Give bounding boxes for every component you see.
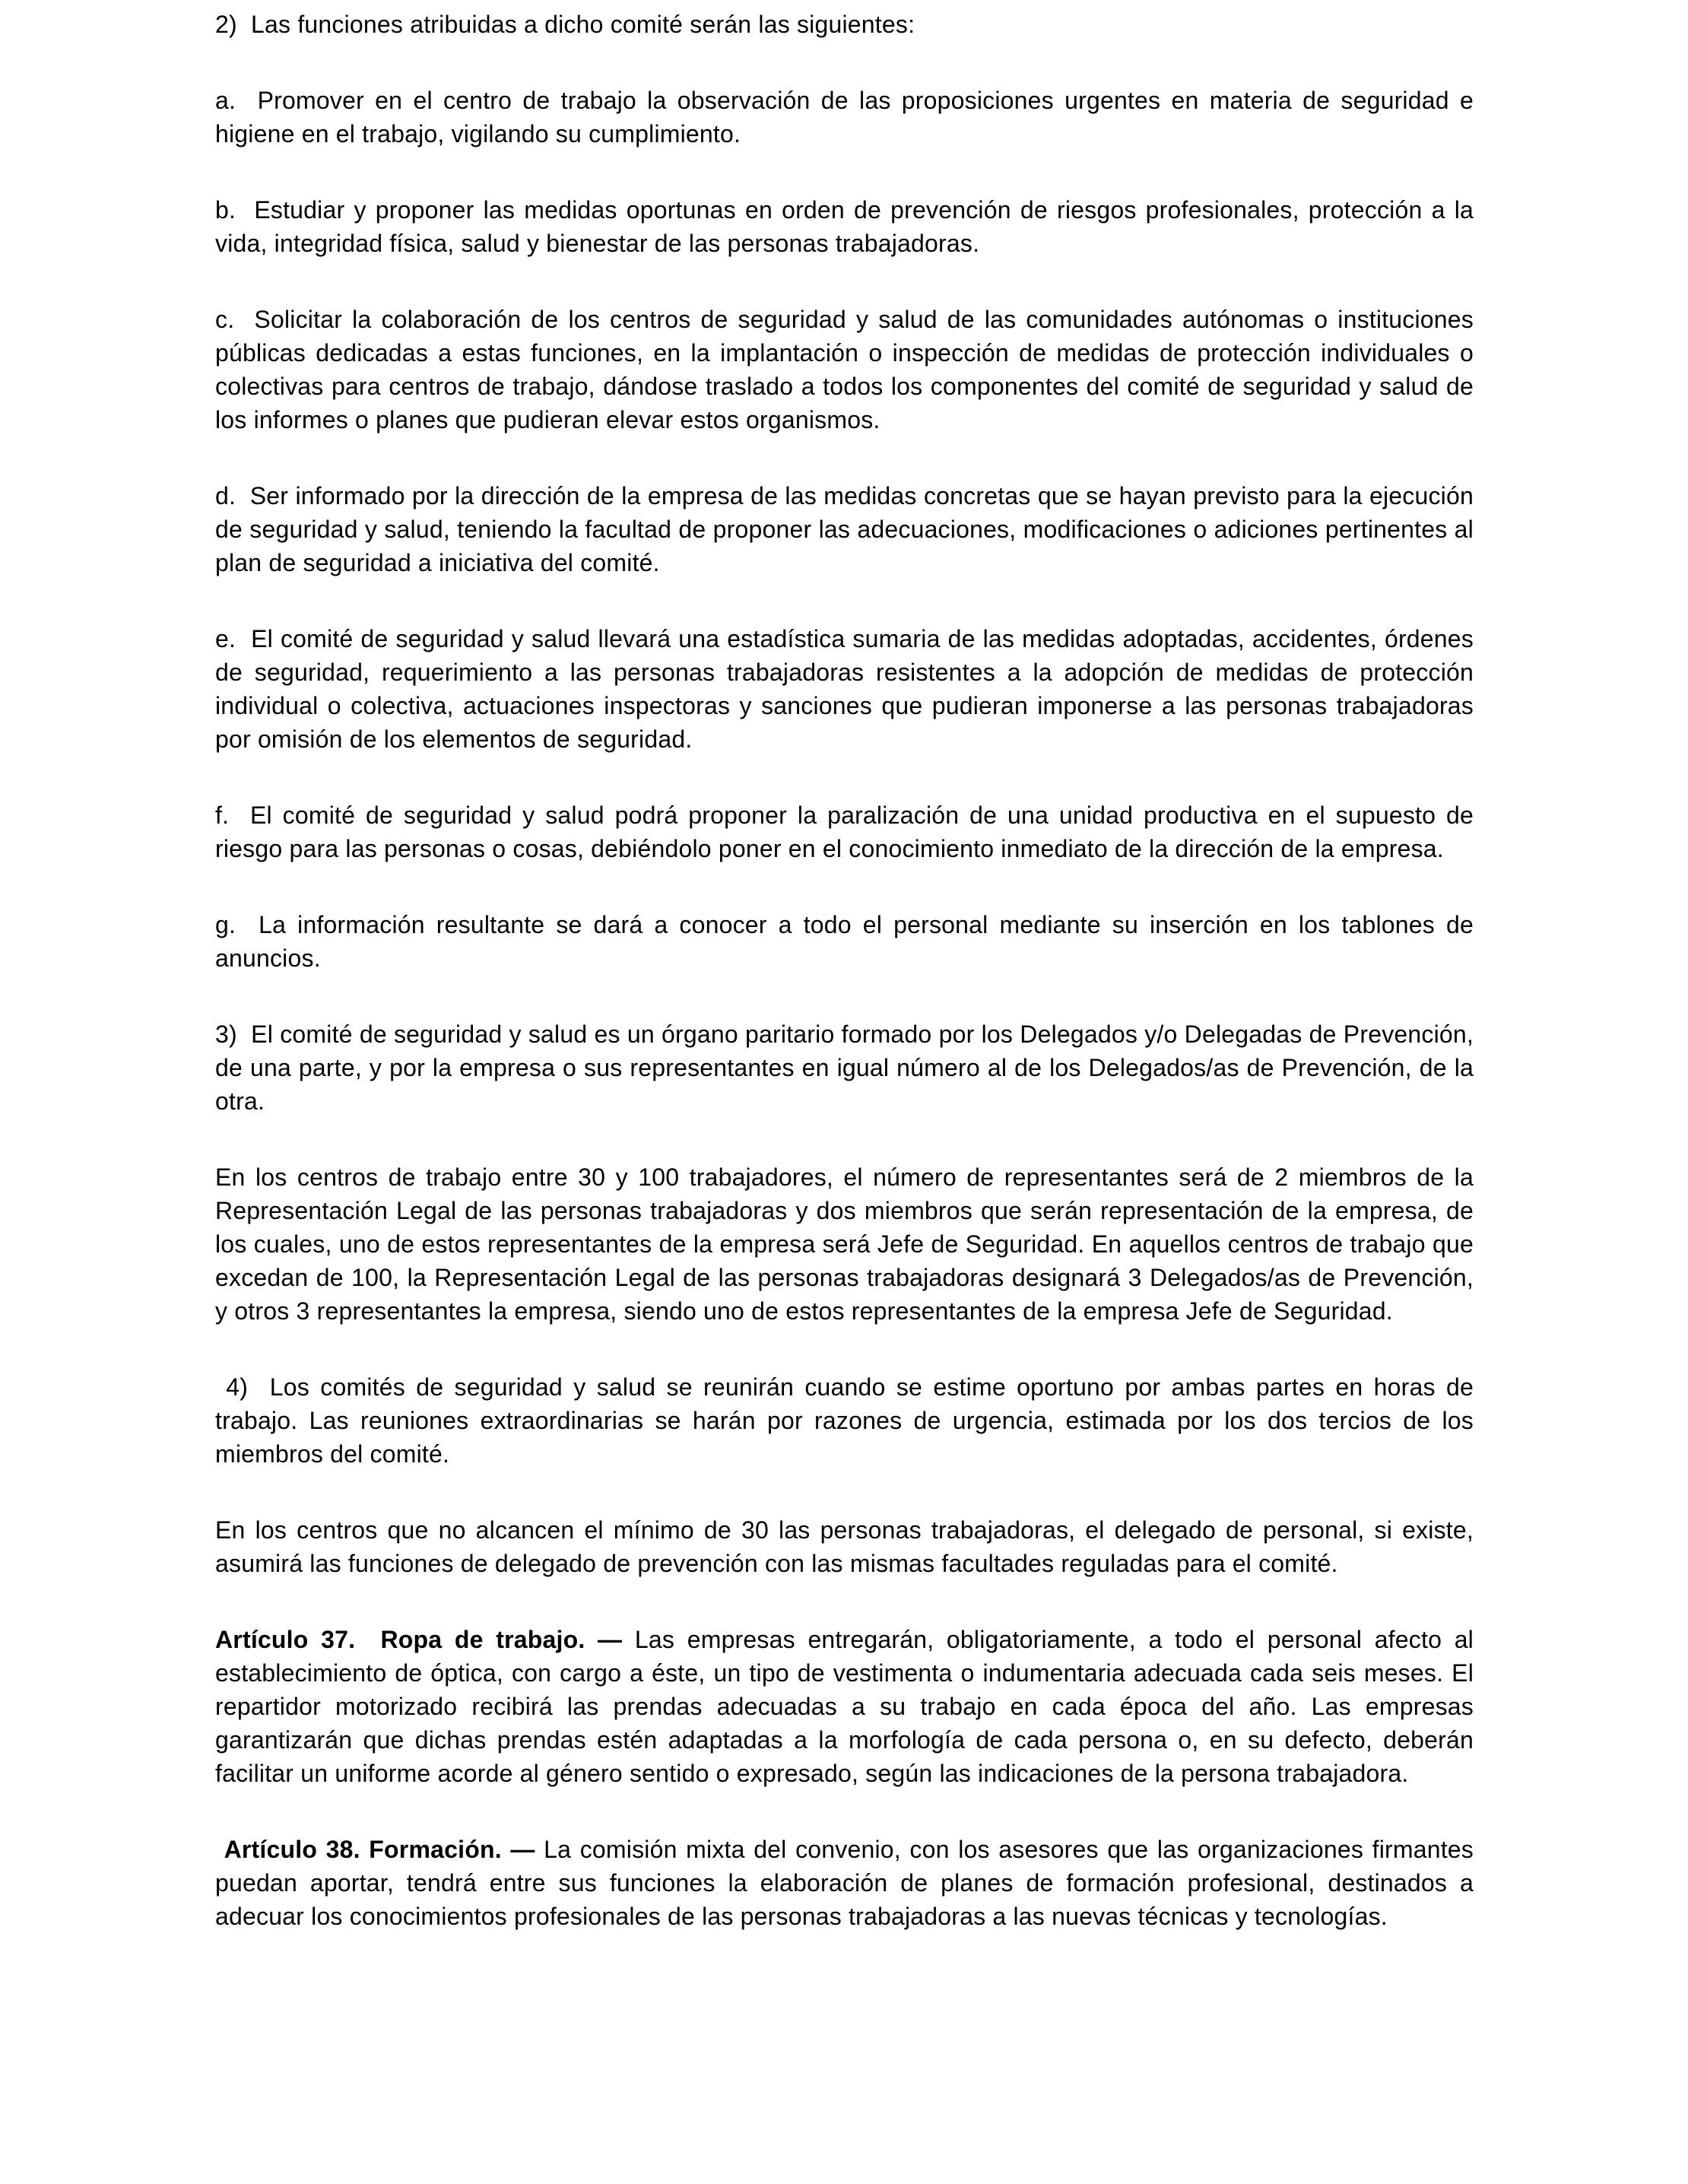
- article-37-title: Artículo 37. Ropa de trabajo. —: [215, 1626, 635, 1653]
- article-38-body: La comisión mixta del convenio, con los asesores que las organizaciones firmantes puedan aportar, tendrá entre sus funciones la elaboración de planes de formación profesional, destinados a adecuar los conocimientos profesionales de las personas trabajadoras a las nuevas técnicas y tecnologías.: [215, 1836, 1474, 1930]
- clause-b: b. Estudiar y proponer las medidas oportunas en orden de prevención de riesgos profesionales, protección a la vida, integridad física, salud y bienestar de las personas trabajadoras.: [215, 196, 1474, 257]
- clause-f: f. El comité de seguridad y salud podrá proponer la paralización de una unidad productiva en el supuesto de riesgo para las personas o cosas, debiéndolo poner en el conocimiento inmediato de la dirección de la empresa.: [215, 802, 1474, 862]
- clause-c: c. Solicitar la colaboración de los centros de seguridad y salud de las comunidades autónomas o instituciones públicas dedicadas a estas funciones, en la implantación o inspección de medidas de protección individuales o colectivas para centros de trabajo, dándose traslado a todos los componentes del comité de seguridad y salud de los informes o planes que pudieran elevar estos organismos.: [215, 306, 1474, 433]
- article-38-paragraph: [215, 1833, 1474, 1933]
- article-37-body: Las empresas entregarán, obligatoriamente, a todo el personal afecto al establecimiento de óptica, con cargo a éste, un tipo de vestimenta o indumentaria adecuada cada seis meses. El repartidor motorizado recibirá las prendas adecuadas a su trabajo en cada época del año. Las empresas garantizarán que dichas prendas estén adaptadas a la morfología de cada persona o, en su defecto, deberán facilitar un uniforme acorde al género sentido o expresado, según las indicaciones de la persona trabajadora.: [215, 1626, 1474, 1787]
- clause-e: e. El comité de seguridad y salud llevará una estadística sumaria de las medidas adoptadas, accidentes, órdenes de seguridad, requerimiento a las personas trabajadoras resistentes a la adopción de medidas de protección individual o colectiva, actuaciones inspectoras y sanciones que pudieran imponerse a las personas trabajadoras por omisión de los elementos de seguridad.: [215, 625, 1474, 753]
- clause-g: g. La información resultante se dará a conocer a todo el personal mediante su inserción en los tablones de anuncios.: [215, 911, 1474, 972]
- paragraph-centers-30-100: En los centros de trabajo entre 30 y 100 trabajadores, el número de representantes será de 2 miembros de la Representación Legal de las personas trabajadoras y dos miembros que serán representación de la empresa, de los cuales, uno de estos representantes de la empresa será Jefe de Seguridad. En aquellos centros de trabajo que excedan de 100, la Representación Legal de las personas trabajadoras designará 3 Delegados/as de Prevención, y otros 3 representantes la empresa, siendo uno de estos representantes de la empresa Jefe de Seguridad.: [215, 1163, 1474, 1325]
- article-37-paragraph: [215, 1623, 1474, 1790]
- clause-4: 4) Los comités de seguridad y salud se reunirán cuando se estime oportuno por ambas partes en horas de trabajo. Las reuniones extraordinarias se harán por razones de urgencia, estimada por los dos tercios de los miembros del comité.: [215, 1373, 1474, 1468]
- paragraph-centers-under-30: En los centros que no alcancen el mínimo de 30 las personas trabajadoras, el delegado de personal, si existe, asumirá las funciones de delegado de prevención con las mismas facultades reguladas para el comité.: [215, 1516, 1474, 1577]
- article-38-title: Artículo 38. Formación. —: [215, 1836, 544, 1863]
- clause-d: d. Ser informado por la dirección de la empresa de las medidas concretas que se hayan previsto para la ejecución de seguridad y salud, teniendo la facultad de proponer las adecuaciones, modificaciones o adiciones pertinentes al plan de seguridad a iniciativa del comité.: [215, 482, 1474, 576]
- clause-3: 3) El comité de seguridad y salud es un órgano paritario formado por los Delegados y/o Delegadas de Prevención, de una parte, y por la empresa o sus representantes en igual número al de los Delegados/as de Prevención, de la otra.: [215, 1021, 1474, 1115]
- clause-a: a. Promover en el centro de trabajo la observación de las proposiciones urgentes en materia de seguridad e higiene en el trabajo, vigilando su cumplimiento.: [215, 87, 1474, 148]
- clause-2-intro: 2) Las funciones atribuidas a dicho comité serán las siguientes:: [215, 11, 915, 38]
